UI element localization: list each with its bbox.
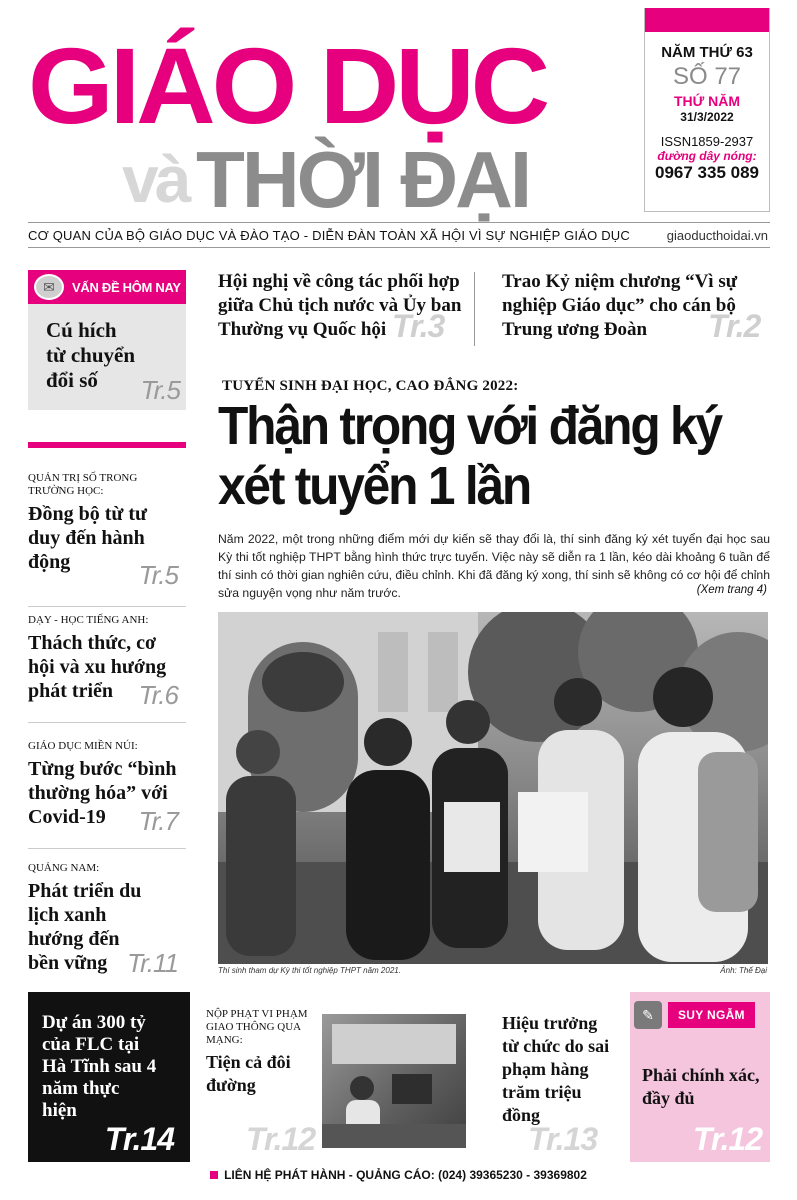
bottom-story-principal[interactable] — [494, 992, 624, 1162]
lead-page-ref[interactable]: (Xem trang 4) — [696, 584, 767, 596]
vdhn-label: VẤN ĐỀ HÔM NAY — [72, 279, 181, 295]
lead-kicker: TUYỂN SINH ĐẠI HỌC, CAO ĐẲNG 2022: — [222, 378, 519, 394]
vdhn-box[interactable] — [28, 270, 186, 410]
item-kicker: QUẢNG NAM: — [28, 862, 100, 874]
page-ref: Tr.12 — [692, 1121, 762, 1157]
left-item-2[interactable] — [28, 614, 186, 710]
bottom-strip — [28, 992, 770, 1162]
left-divider — [28, 848, 186, 849]
teaser-2[interactable] — [502, 270, 772, 342]
newspaper-icon: ✉ — [34, 274, 64, 300]
lead-headline[interactable] — [218, 396, 730, 516]
left-column — [28, 270, 186, 978]
vdhn-header — [28, 270, 186, 304]
page-ref: Tr.11 — [127, 948, 178, 978]
issue-number: SỐ 77 — [672, 63, 742, 90]
footer-bullet-icon — [210, 1171, 218, 1179]
story-title: Dự án 300 tỷ của FLC tại Hà Tĩnh sau 4 năm thực hiện — [42, 1012, 157, 1121]
page-ref: Tr.12 — [246, 1121, 316, 1157]
left-item-1[interactable] — [28, 472, 186, 590]
item-title: Từng bước “bình thường hóa” với Covid-19 — [28, 758, 177, 828]
logo-bottom-text: THỜI ĐẠI — [196, 135, 530, 224]
website-link[interactable]: giaoducthoidai.vn — [666, 227, 768, 243]
footer-text: LIÊN HỆ PHÁT HÀNH - QUẢNG CÁO: (024) 39365230 - 39369802 — [224, 1168, 587, 1182]
lead-body: Năm 2022, một trong những điểm mới dự kiến sẽ thay đổi là, thí sinh đăng ký xét tuyển đại học sau Kỳ thi tốt nghiệp THPT bằng hình thức trực tuyến. Việc này sẽ diễn ra 1 lần, kéo dài khoảng 6 tuần để thí sinh có thời gian nghiên cứu, điều chỉnh. Khi đã đăng ký xong, thí sinh sẽ không có cơ hội để chỉnh sửa nguyện vọng như năm trước. — [218, 532, 770, 600]
left-item-4[interactable] — [28, 862, 186, 978]
story-kicker: NỘP PHẠT VI PHẠM GIAO THÔNG QUA MẠNG: — [206, 1008, 308, 1046]
lead-photo — [218, 612, 768, 964]
teaser-title: Trao Kỷ niệm chương “Vì sự nghiệp Giáo dục” cho cán bộ Trung ương Đoàn — [502, 271, 738, 340]
issue-date: 31/3/2022 — [680, 110, 734, 124]
story-title: Tiện cả đôi đường — [206, 1052, 291, 1095]
item-kicker: DẠY - HỌC TIẾNG ANH: — [28, 614, 149, 626]
page-ref: Tr.7 — [138, 806, 178, 836]
page-ref: Tr.5 — [140, 375, 180, 405]
page-ref: Tr.2 — [708, 308, 761, 344]
suy-ngam-header — [630, 998, 770, 1032]
item-kicker: GIÁO DỤC MIỀN NÚI: — [28, 740, 138, 752]
office-photo-illustration — [322, 1014, 466, 1148]
left-item-3[interactable] — [28, 740, 186, 836]
story-thumbnail — [322, 1014, 466, 1148]
suy-ngam-label: SUY NGẪM — [668, 1002, 755, 1028]
left-divider — [28, 606, 186, 607]
bottom-story-suy-ngam[interactable] — [630, 992, 770, 1162]
left-divider — [28, 722, 186, 723]
issue-year: NĂM THỨ 63 — [661, 44, 753, 61]
bottom-story-traffic-fines[interactable] — [206, 992, 482, 1162]
masthead — [0, 0, 797, 222]
vdhn-title: Cú hích từ chuyển đổi số — [46, 318, 136, 392]
headline-line-2: xét tuyển 1 lần — [218, 456, 531, 516]
page-ref: Tr.5 — [138, 560, 178, 590]
issue-info-box — [644, 8, 770, 212]
tagline-bar — [28, 222, 770, 248]
page-ref: Tr.14 — [104, 1121, 174, 1157]
page-ref: Tr.6 — [138, 680, 178, 710]
story-title: Phải chính xác, đầy đủ — [642, 1065, 760, 1108]
item-kicker: QUẢN TRỊ SỐ TRONG TRƯỜNG HỌC: — [28, 472, 138, 497]
bottom-story-flc[interactable] — [28, 992, 190, 1162]
issue-weekday: THỨ NĂM — [673, 93, 741, 109]
headline-line-1: Thận trọng với đăng ký — [218, 396, 721, 456]
logo-va-text: và — [122, 142, 188, 216]
left-column-divider — [28, 442, 186, 448]
item-title: Đồng bộ từ tư duy đến hành động — [28, 503, 148, 573]
teaser-title: Hội nghị về công tác phối hợp giữa Chủ tịch nước và Ủy ban Thường vụ Quốc hội — [218, 271, 462, 340]
students-photo-illustration — [218, 612, 768, 964]
hotline-label: đường dây nóng: — [657, 149, 757, 163]
page-ref: Tr.3 — [392, 308, 445, 344]
issue-box-bar — [645, 8, 769, 32]
logo-top-text: GIÁO DỤC — [28, 25, 547, 146]
reflection-icon: ✎ — [634, 1001, 662, 1029]
footer-contact — [0, 1168, 797, 1188]
photo-credit: Ảnh: Thế Đại — [720, 966, 767, 975]
slogan: CƠ QUAN CỦA BỘ GIÁO DỤC VÀ ĐÀO TẠO - DIỄN ĐÀN TOÀN XÃ HỘI VÌ SỰ NGHIỆP GIÁO DỤC — [28, 227, 630, 243]
item-title: Thách thức, cơ hội và xu hướng phát triển — [28, 632, 167, 702]
issn: ISSN1859-2937 — [660, 134, 754, 149]
item-title: Phát triển du lịch xanh hướng đến bền vững — [28, 880, 142, 974]
story-title: Hiệu trưởng từ chức do sai phạm hàng trăm triệu đồng — [502, 1013, 610, 1125]
teaser-divider — [474, 272, 475, 346]
photo-caption: Thí sinh tham dự Kỳ thi tốt nghiệp THPT năm 2021. — [218, 966, 401, 975]
page-ref: Tr.13 — [528, 1121, 598, 1157]
hotline-number: 0967 335 089 — [655, 163, 759, 182]
teaser-1[interactable] — [218, 270, 468, 342]
